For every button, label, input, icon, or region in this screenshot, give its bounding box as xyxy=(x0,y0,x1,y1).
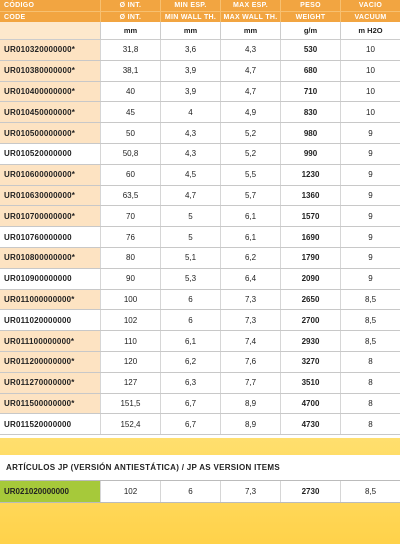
weight-cell: 980 xyxy=(280,123,340,143)
vacuum-cell: 8 xyxy=(340,373,400,393)
jp-max-cell: 7,3 xyxy=(220,481,280,502)
header-vacuum: VACIO xyxy=(340,0,400,11)
code-cell: UR010800000000* xyxy=(0,248,100,268)
max-cell: 4,7 xyxy=(220,61,280,81)
table-row xyxy=(0,40,400,61)
weight-cell: 710 xyxy=(280,82,340,102)
min-cell: 5,3 xyxy=(160,269,220,289)
header-max-en: MAX WALL TH. xyxy=(220,12,280,22)
int-cell: 40 xyxy=(100,82,160,102)
code-cell: UR010700000000* xyxy=(0,206,100,226)
weight-cell: 1360 xyxy=(280,186,340,206)
code-cell: UR010630000000* xyxy=(0,186,100,206)
max-cell: 5,2 xyxy=(220,144,280,164)
header-weight-en: WEIGHT xyxy=(280,12,340,22)
unit-weight: g/m xyxy=(280,22,340,39)
code-cell: UR010760000000 xyxy=(0,227,100,247)
weight-cell: 4700 xyxy=(280,394,340,414)
header-vacuum-en: VACUUM xyxy=(340,12,400,22)
unit-int: mm xyxy=(100,22,160,39)
jp-table-row xyxy=(0,481,400,503)
header-weight: PESO xyxy=(280,0,340,11)
vacuum-cell: 9 xyxy=(340,165,400,185)
min-cell: 4,3 xyxy=(160,123,220,143)
code-cell: UR010900000000 xyxy=(0,269,100,289)
min-cell: 6,1 xyxy=(160,331,220,351)
header-int-en: Ø INT. xyxy=(100,12,160,22)
int-cell: 110 xyxy=(100,331,160,351)
max-cell: 6,1 xyxy=(220,206,280,226)
jp-weight-cell: 2730 xyxy=(280,481,340,502)
vacuum-cell: 8 xyxy=(340,394,400,414)
int-cell: 60 xyxy=(100,165,160,185)
min-cell: 5,1 xyxy=(160,248,220,268)
vacuum-cell: 10 xyxy=(340,82,400,102)
max-cell: 6,1 xyxy=(220,227,280,247)
table-row xyxy=(0,414,400,435)
vacuum-cell: 10 xyxy=(340,40,400,60)
vacuum-cell: 9 xyxy=(340,186,400,206)
vacuum-cell: 9 xyxy=(340,227,400,247)
jp-min-cell: 6 xyxy=(160,481,220,502)
max-cell: 8,9 xyxy=(220,394,280,414)
table-row xyxy=(0,123,400,144)
int-cell: 120 xyxy=(100,352,160,372)
jp-code-cell: UR021020000000 xyxy=(0,481,100,502)
int-cell: 63,5 xyxy=(100,186,160,206)
min-cell: 4,5 xyxy=(160,165,220,185)
code-cell: UR010380000000* xyxy=(0,61,100,81)
min-cell: 6 xyxy=(160,310,220,330)
vacuum-cell: 9 xyxy=(340,269,400,289)
unit-vacuum xyxy=(340,22,400,39)
vacuum-cell: 8 xyxy=(340,414,400,434)
weight-cell: 2650 xyxy=(280,290,340,310)
int-cell: 50,8 xyxy=(100,144,160,164)
weight-cell: 1790 xyxy=(280,248,340,268)
table-row xyxy=(0,331,400,352)
min-cell: 5 xyxy=(160,206,220,226)
code-cell: UR011200000000* xyxy=(0,352,100,372)
max-cell: 4,9 xyxy=(220,102,280,122)
max-cell: 6,2 xyxy=(220,248,280,268)
min-cell: 6 xyxy=(160,290,220,310)
unit-vacuum-label: m H2O xyxy=(358,26,383,35)
header-int: Ø INT. xyxy=(100,0,160,11)
max-cell: 7,3 xyxy=(220,310,280,330)
min-cell: 4,3 xyxy=(160,144,220,164)
vacuum-cell: 10 xyxy=(340,102,400,122)
max-cell: 7,3 xyxy=(220,290,280,310)
int-cell: 80 xyxy=(100,248,160,268)
weight-cell: 4730 xyxy=(280,414,340,434)
vacuum-cell: 8,5 xyxy=(340,290,400,310)
int-cell: 50 xyxy=(100,123,160,143)
weight-cell: 830 xyxy=(280,102,340,122)
code-cell: UR011100000000* xyxy=(0,331,100,351)
header-code: CÓDIGO xyxy=(4,2,35,9)
code-cell: UR010520000000 xyxy=(0,144,100,164)
code-cell: UR010600000000* xyxy=(0,165,100,185)
max-cell: 5,5 xyxy=(220,165,280,185)
unit-max: mm xyxy=(220,22,280,39)
header-code-en: CODE xyxy=(4,13,26,21)
int-cell: 152,4 xyxy=(100,414,160,434)
table-row xyxy=(0,102,400,123)
table-row xyxy=(0,82,400,103)
weight-cell: 3510 xyxy=(280,373,340,393)
weight-cell: 1230 xyxy=(280,165,340,185)
code-cell: UR011000000000* xyxy=(0,290,100,310)
min-cell: 6,2 xyxy=(160,352,220,372)
max-cell: 7,4 xyxy=(220,331,280,351)
table-row xyxy=(0,248,400,269)
jp-section xyxy=(0,455,400,503)
code-cell: UR011020000000 xyxy=(0,310,100,330)
table-row xyxy=(0,186,400,207)
int-cell: 90 xyxy=(100,269,160,289)
vacuum-cell: 8,5 xyxy=(340,310,400,330)
table-row xyxy=(0,352,400,373)
table-row xyxy=(0,290,400,311)
header-row-spanish xyxy=(0,0,400,11)
max-cell: 5,7 xyxy=(220,186,280,206)
header-min-en: MIN WALL TH. xyxy=(160,12,220,22)
max-cell: 4,3 xyxy=(220,40,280,60)
header-max: MAX ESP. xyxy=(220,0,280,11)
int-cell: 70 xyxy=(100,206,160,226)
unit-min: mm xyxy=(160,22,220,39)
int-cell: 151,5 xyxy=(100,394,160,414)
int-cell: 76 xyxy=(100,227,160,247)
weight-cell: 2930 xyxy=(280,331,340,351)
min-cell: 3,6 xyxy=(160,40,220,60)
min-cell: 6,7 xyxy=(160,414,220,434)
table-body xyxy=(0,40,400,435)
max-cell: 8,9 xyxy=(220,414,280,434)
jp-vacuum-cell: 8,5 xyxy=(340,481,400,502)
min-cell: 4,7 xyxy=(160,186,220,206)
weight-cell: 1570 xyxy=(280,206,340,226)
vacuum-cell: 9 xyxy=(340,144,400,164)
jp-section-title: ARTÍCULOS JP (VERSIÓN ANTIESTÁTICA) / JP AS VERSION ITEMS xyxy=(0,455,400,481)
max-cell: 5,2 xyxy=(220,123,280,143)
jp-int-cell: 102 xyxy=(100,481,160,502)
min-cell: 3,9 xyxy=(160,61,220,81)
weight-cell: 680 xyxy=(280,61,340,81)
code-cell: UR011500000000* xyxy=(0,394,100,414)
table-row xyxy=(0,144,400,165)
code-cell: UR010400000000* xyxy=(0,82,100,102)
weight-cell: 1690 xyxy=(280,227,340,247)
code-cell: UR011270000000* xyxy=(0,373,100,393)
min-cell: 3,9 xyxy=(160,82,220,102)
table-row xyxy=(0,227,400,248)
max-cell: 7,7 xyxy=(220,373,280,393)
min-cell: 6,3 xyxy=(160,373,220,393)
table-row xyxy=(0,310,400,331)
vacuum-cell: 10 xyxy=(340,61,400,81)
vacuum-cell: 8,5 xyxy=(340,331,400,351)
vacuum-cell: 9 xyxy=(340,123,400,143)
max-cell: 4,7 xyxy=(220,82,280,102)
table-row xyxy=(0,165,400,186)
int-cell: 127 xyxy=(100,373,160,393)
table-row xyxy=(0,206,400,227)
code-cell: UR010320000000* xyxy=(0,40,100,60)
weight-cell: 3270 xyxy=(280,352,340,372)
weight-cell: 990 xyxy=(280,144,340,164)
int-cell: 38,1 xyxy=(100,61,160,81)
code-cell: UR011520000000 xyxy=(0,414,100,434)
weight-cell: 2700 xyxy=(280,310,340,330)
header-row-english xyxy=(0,11,400,22)
int-cell: 31,8 xyxy=(100,40,160,60)
min-cell: 5 xyxy=(160,227,220,247)
unit-code xyxy=(0,22,100,39)
max-cell: 6,4 xyxy=(220,269,280,289)
max-cell: 7,6 xyxy=(220,352,280,372)
int-cell: 45 xyxy=(100,102,160,122)
min-cell: 4 xyxy=(160,102,220,122)
code-cell: UR010500000000* xyxy=(0,123,100,143)
min-cell: 6,7 xyxy=(160,394,220,414)
header-min: MIN ESP. xyxy=(160,0,220,11)
table-row xyxy=(0,394,400,415)
vacuum-cell: 9 xyxy=(340,248,400,268)
vacuum-cell: 8 xyxy=(340,352,400,372)
code-cell: UR010450000000* xyxy=(0,102,100,122)
table-row xyxy=(0,61,400,82)
table-row xyxy=(0,373,400,394)
int-cell: 102 xyxy=(100,310,160,330)
units-row xyxy=(0,22,400,40)
weight-cell: 2090 xyxy=(280,269,340,289)
weight-cell: 530 xyxy=(280,40,340,60)
table-row xyxy=(0,269,400,290)
vacuum-cell: 9 xyxy=(340,206,400,226)
int-cell: 100 xyxy=(100,290,160,310)
